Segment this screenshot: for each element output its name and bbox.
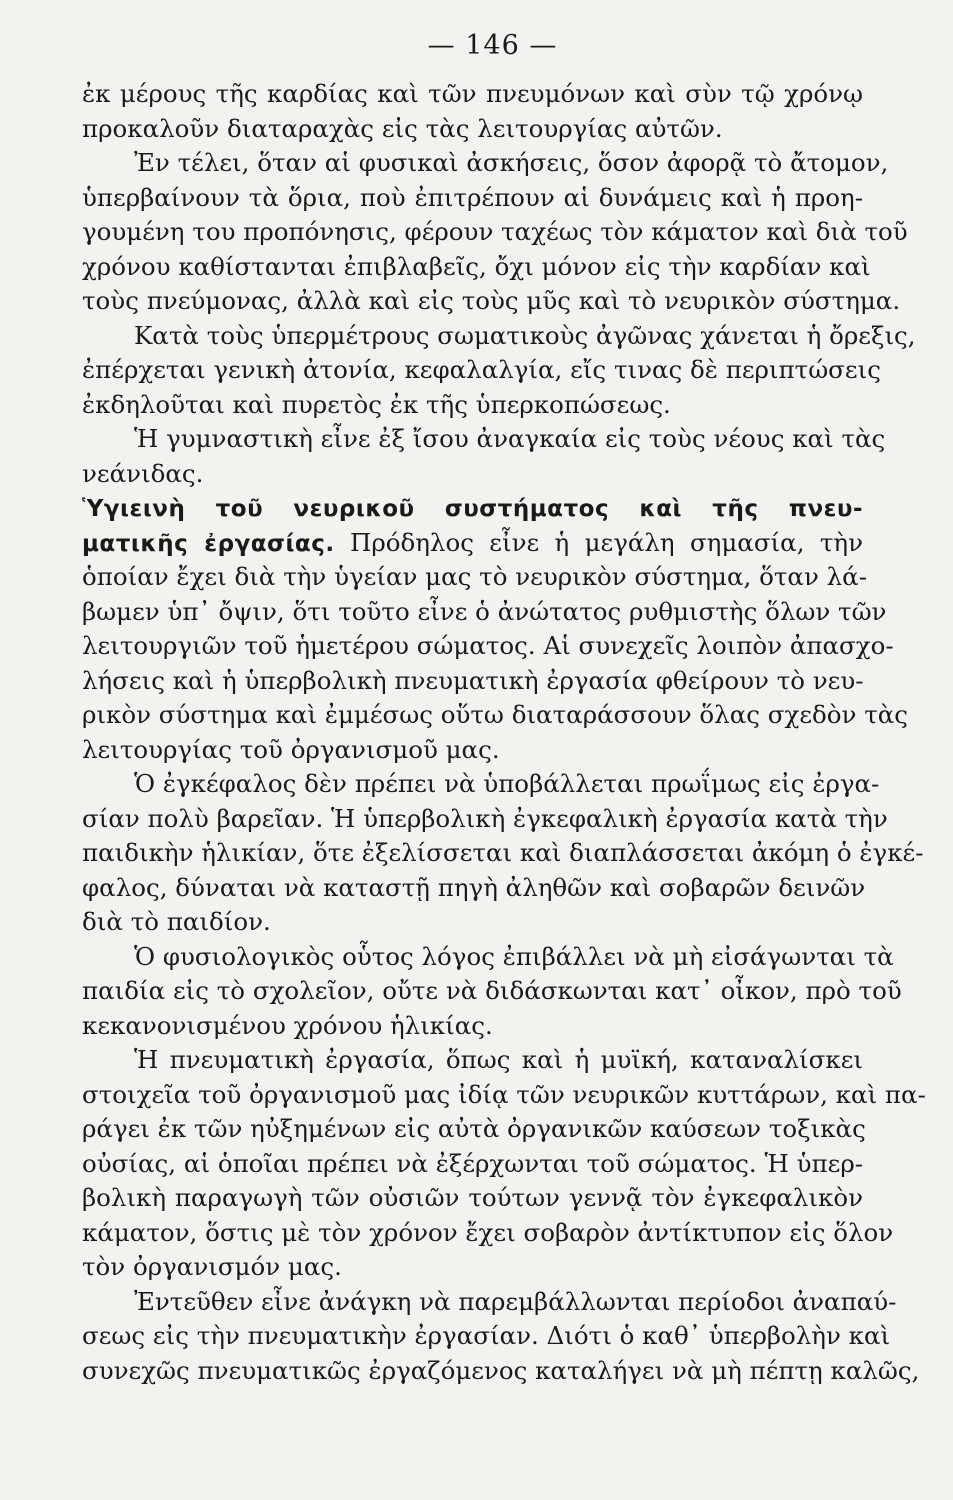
text-line: τὸν ὀργανισμόν μας. <box>82 1252 342 1281</box>
text-line: ρικὸν σύστημα καὶ ἐμμέσως οὕτω διαταράσσουν ὅλας σχεδὸν τὰς <box>82 700 909 729</box>
text-line: φαλος, δύναται νὰ καταστῇ πηγὴ ἀληθῶν καὶ σοβαρῶν δεινῶν <box>82 872 866 902</box>
text-line: Ἐν τέλει, ὅταν αἱ φυσικαὶ ἀσκήσεις, ὅσον ἀφορᾷ τὸ ἄτομον, <box>134 148 889 177</box>
text-line: λειτουργίας τοῦ ὀργανισμοῦ μας. <box>82 734 500 764</box>
text-line: βολικὴ παραγωγὴ τῶν οὐσιῶν τούτων γεννᾷ τὸν ἐγκεφαλικὸν <box>82 1183 863 1212</box>
text-line: χρόνου καθίστανται ἐπιβλαβεῖς, ὄχι μόνον εἰς τὴν καρδίαν καὶ <box>82 251 871 281</box>
section-heading: ματικῆς ἐργασίας. <box>82 530 335 557</box>
text-line: παιδικὴν ἡλικίαν, ὅτε ἐξελίσσεται καὶ διαπλάσσεται ἀκόμη ὁ ἐγκέ- <box>82 838 924 867</box>
text-line: συνεχῶς πνευματικῶς ἐργαζόμενος καταλήγει νὰ μὴ πέπτῃ καλῶς, <box>82 1355 920 1385</box>
text-line: Ἐντεῦθεν εἶνε ἀνάγκη νὰ παρεμβάλλωνται περίοδοι ἀναπαύ- <box>134 1286 897 1316</box>
text-line: ὁποίαν ἔχει διὰ τὴν ὑγείαν μας τὸ νευρικὸν σύστημα, ὅταν λά- <box>82 562 867 591</box>
text-run: Πρόδηλος εἶνε ἡ μεγάλη σημασία, τὴν <box>349 527 863 557</box>
text-line: ἐκ μέρους τῆς καρδίας καὶ τῶν πνευμόνων καὶ σὺν τῷ χρόνῳ <box>82 79 863 108</box>
text-line <box>82 491 863 526</box>
body-text <box>82 77 926 1388</box>
text-line: σίαν πολὺ βαρεῖαν. Ἡ ὑπερβολικὴ ἐγκεφαλικὴ ἐργασία κατὰ τὴν <box>82 803 888 833</box>
text-line: ἐκδηλοῦται καὶ πυρετὸς ἐκ τῆς ὑπερκοπώσεως. <box>82 389 671 419</box>
section-heading: Ὑγιεινὴ τοῦ νευρικοῦ συστήματος καὶ τῆς πνευ- <box>82 496 863 522</box>
text-line: γουμένη του προπόνησις, φέρουν ταχέως τὸν κάματον καὶ διὰ τοῦ <box>82 217 908 246</box>
text-line: προκαλοῦν διαταραχὰς εἰς τὰς λειτουργίας αὐτῶν. <box>82 113 723 143</box>
text-line: Ὁ φυσιολογικὸς οὗτος λόγος ἐπιβάλλει νὰ μὴ εἰσάγωνται τὰ <box>134 941 894 971</box>
text-line: Ἡ γυμναστικὴ εἶνε ἐξ ἴσου ἀναγκαία εἰς τοὺς νέους καὶ τὰς <box>134 424 886 453</box>
page-number: — 146 — <box>427 30 558 61</box>
text-line: λειτουργιῶν τοῦ ἡμετέρου σώματος. Αἱ συνεχεῖς λοιπὸν ἀπασχο- <box>82 631 894 660</box>
text-line: Ἡ πνευματικὴ ἐργασία, ὅπως καὶ ἡ μυϊκή, καταναλίσκει <box>134 1045 863 1074</box>
text-line: παιδία εἰς τὸ σχολεῖον, οὔτε νὰ διδάσκωνται κατ᾽ οἶκον, πρὸ τοῦ <box>82 976 902 1005</box>
text-line: στοιχεῖα τοῦ ὀργανισμοῦ μας ἰδίᾳ τῶν νευρικῶν κυττάρων, καὶ πα- <box>82 1079 926 1109</box>
text-line: διὰ τὸ παιδίον. <box>82 907 271 936</box>
text-line <box>82 526 863 561</box>
text-line: κάματον, ὅστις μὲ τὸν χρόνον ἔχει σοβαρὸν ἀντίκτυπον εἰς ὅλον <box>82 1217 894 1247</box>
text-line: Ὁ ἐγκέφαλος δὲν πρέπει νὰ ὑποβάλλεται πρωΐμως εἰς ἐργα- <box>134 769 880 798</box>
text-line: οὐσίας, αἱ ὁποῖαι πρέπει νὰ ἐξέρχωνται τοῦ σώματος. Ἡ ὑπερ- <box>82 1148 863 1178</box>
text-line: Κατὰ τοὺς ὑπερμέτρους σωματικοὺς ἀγῶνας χάνεται ἡ ὄρεξις, <box>134 320 916 350</box>
text-line: λήσεις καὶ ἡ ὑπερβολικὴ πνευματικὴ ἐργασία φθείρουν τὸ νευ- <box>82 665 864 695</box>
text-line: ὑπερβαίνουν τὰ ὅρια, ποὺ ἐπιτρέπουν αἱ δυνάμεις καὶ ἡ προη- <box>82 182 863 212</box>
text-line: τοὺς πνεύμονας, ἀλλὰ καὶ εἰς τοὺς μῦς καὶ τὸ νευρικὸν σύστημα. <box>82 286 901 315</box>
text-line: σεως εἰς τὴν πνευματικὴν ἐργασίαν. Διότι ὁ καθ᾽ ὑπερβολὴν καὶ <box>82 1321 891 1350</box>
text-line: ράγει ἐκ τῶν ηὐξημένων εἰς αὐτὰ ὀργανικῶν καύσεων τοξικὰς <box>82 1114 866 1143</box>
text-line: βωμεν ὑπ᾽ ὄψιν, ὅτι τοῦτο εἶνε ὁ ἀνώτατος ρυθμιστὴς ὅλων τῶν <box>82 596 887 626</box>
text-line: ἐπέρχεται γενικὴ ἀτονία, κεφαλαλγία, εἴς τινας δὲ περιπτώσεις <box>82 355 881 384</box>
text-line: νεάνιδας. <box>82 458 204 488</box>
text-line: κεκανονισμένου χρόνου ἡλικίας. <box>82 1010 493 1040</box>
